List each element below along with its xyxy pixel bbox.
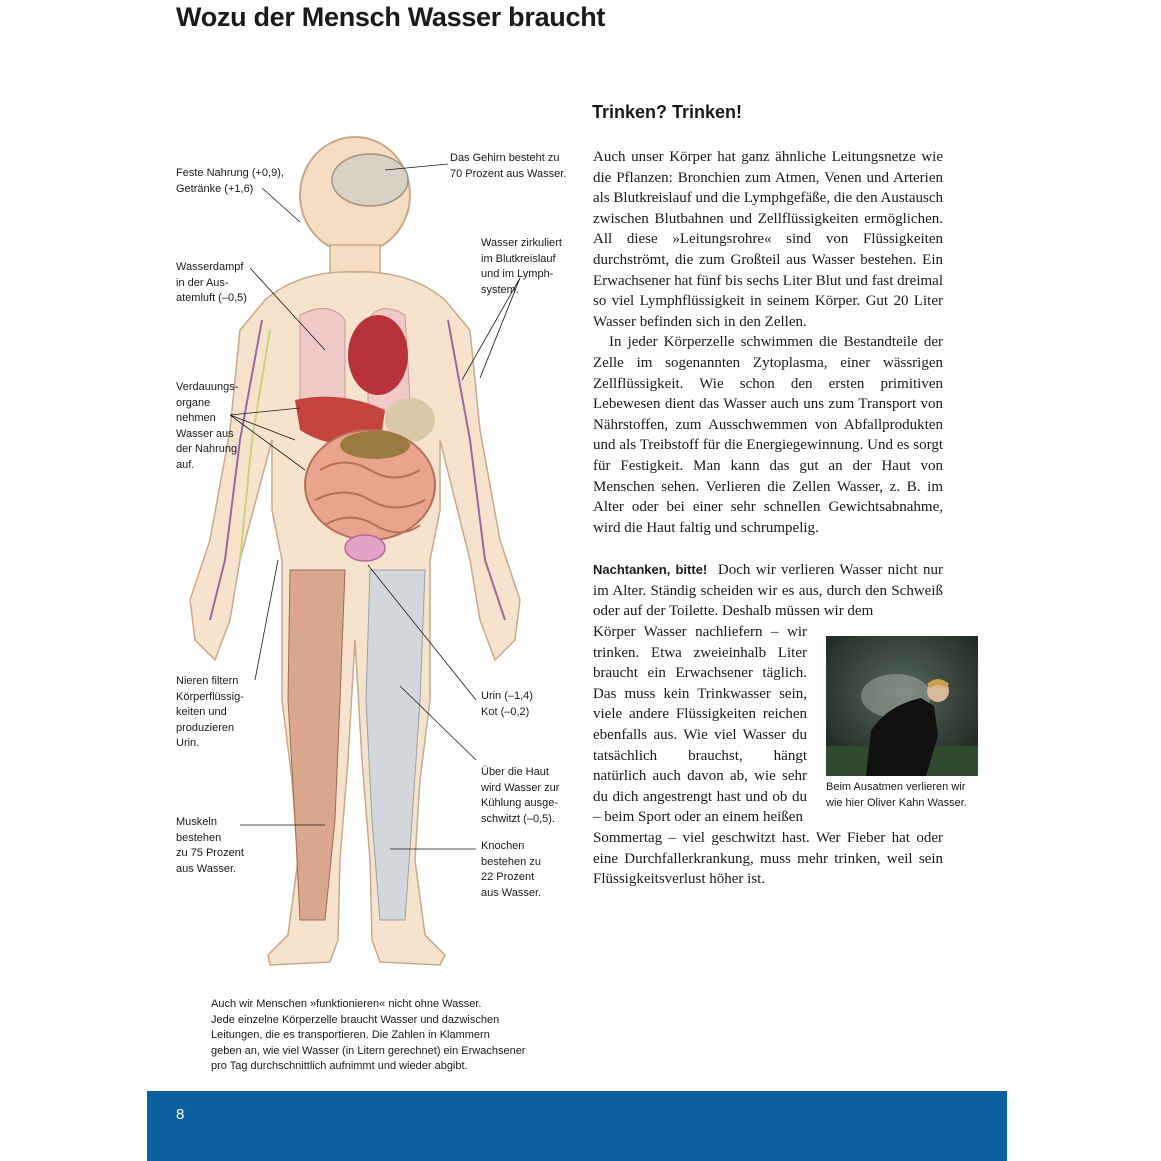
paragraph-3c: Sommertag – viel geschwitzt hast. Wer Fieber hat oder eine Durchfallerkrankung, muss mehr trinken, weil sein Flüssigkeitsverlust höher ist. — [593, 830, 943, 888]
section-heading: Trinken? Trinken! — [592, 102, 743, 122]
paragraph-1: Auch unser Körper hat ganz ähnliche Leitungsnetze wie die Pflanzen: Bronchien zum Atmen, Venen und Arterien als Blutkreislauf und die Lymphgefäße, die den Austausch zwischen Blutbahnen und Zellflüssigkeiten ermöglichen. All diese »Leitungsrohre« sind von Flüssigkeiten durchströmt, die zum Großteil aus Wasser bestehen. Ein Erwachsener hat fünf bis sechs Liter Blut und fast dreimal so viel Lymphflüssigkeit in seinem Körper. Gut 20 Liter Wasser befinden sich in den Zellen. — [593, 149, 943, 330]
photo-athlete — [826, 636, 978, 776]
article-block-2 — [593, 560, 943, 622]
anatomy-illustration — [0, 0, 640, 1000]
label-breath: Wasserdampf in der Aus- atemluft (–0,5) — [176, 261, 247, 304]
colon-shape — [340, 431, 410, 459]
label-skin: Über die Haut wird Wasser zur Kühlung ausge- schwitzt (–0,5). — [481, 766, 560, 825]
label-circulation: Wasser zirkuliert im Blutkreislauf und im Lymph- system. — [481, 237, 562, 296]
brain-shape — [332, 154, 408, 206]
figure-caption: Auch wir Menschen »funktionieren« nicht ohne Wasser. Jede einzelne Körperzelle braucht Wasser und dazwischen Leitungen, die es transportieren. Die Zahlen in Klammern geben an, wie viel Wasser (in Litern gerechnet) ein Erwachsener pro Tag durchschnittlich aufnimmt und wieder abgibt. — [211, 998, 526, 1072]
paragraph-3a: Doch wir verlieren Wasser nicht nur im Alter. Ständig scheiden wir es aus, durch den Schweiß oder auf der Toilette. Deshalb müssen wir dem — [593, 562, 943, 620]
paragraph-2: In jeder Körperzelle schwimmen die Bestandteile der Zelle im sogenannten Zytoplasma, einer wässrigen Zellflüssigkeit. Wie schon den ersten primitiven Lebewesen dient das Wasser auch uns zum Transport von Nährstoffen, zum Ausschwemmen von Abfallprodukten und als Treibstoff für die Energiegewinnung. Und es sorgt für Festigkeit. Man kann das gut an der Haut von Menschen sehen. Verlieren die Zellen Wasser, z. B. im Alter oder bei einer sehr schnellen Gewichtsabnahme, wird die Haut faltig und schrumpelig. — [593, 334, 943, 536]
article-block-1 — [593, 147, 943, 538]
label-excretion: Urin (–1,4) Kot (–0,2) — [481, 690, 533, 718]
article-block-3 — [593, 622, 807, 828]
page-number: 8 — [176, 1106, 185, 1123]
label-kidneys: Nieren filtern Körperflüssig- keiten und produzieren Urin. — [176, 675, 244, 749]
subheading: Nachtanken, bitte! — [593, 562, 708, 577]
footer-bar — [147, 1091, 1007, 1161]
paragraph-3b: Körper Wasser nachliefern – wir trinken. Etwa zweieinhalb Liter braucht ein Erwachsener täglich. Das muss kein Trinkwasser sein, viele andere Flüssigkeiten reichen ebenfalls aus. Wie viel Wasser du tatsächlich brauchst, hängt natürlich auch davon ab, wie sehr du dich angestrengt hast und ob du – beim Sport oder an einem heißen — [593, 624, 807, 826]
photo-caption: Beim Ausatmen verlieren wir wie hier Oliver Kahn Wasser. — [826, 781, 967, 809]
bladder-shape — [345, 535, 385, 561]
label-muscles: Muskeln bestehen zu 75 Prozent aus Wasser. — [176, 816, 244, 875]
page-title: Wozu der Mensch Wasser braucht — [176, 2, 606, 32]
label-bones: Knochen bestehen zu 22 Prozent aus Wasser. — [481, 840, 542, 899]
label-brain: Das Gehirn besteht zu 70 Prozent aus Wasser. — [450, 152, 567, 180]
label-food: Feste Nahrung (+0,9), Getränke (+1,6) — [176, 167, 284, 195]
article-block-4 — [593, 828, 943, 890]
label-digestion: Verdauungs- organe nehmen Wasser aus der Nahrung auf. — [176, 381, 239, 471]
heart-shape — [348, 315, 408, 395]
